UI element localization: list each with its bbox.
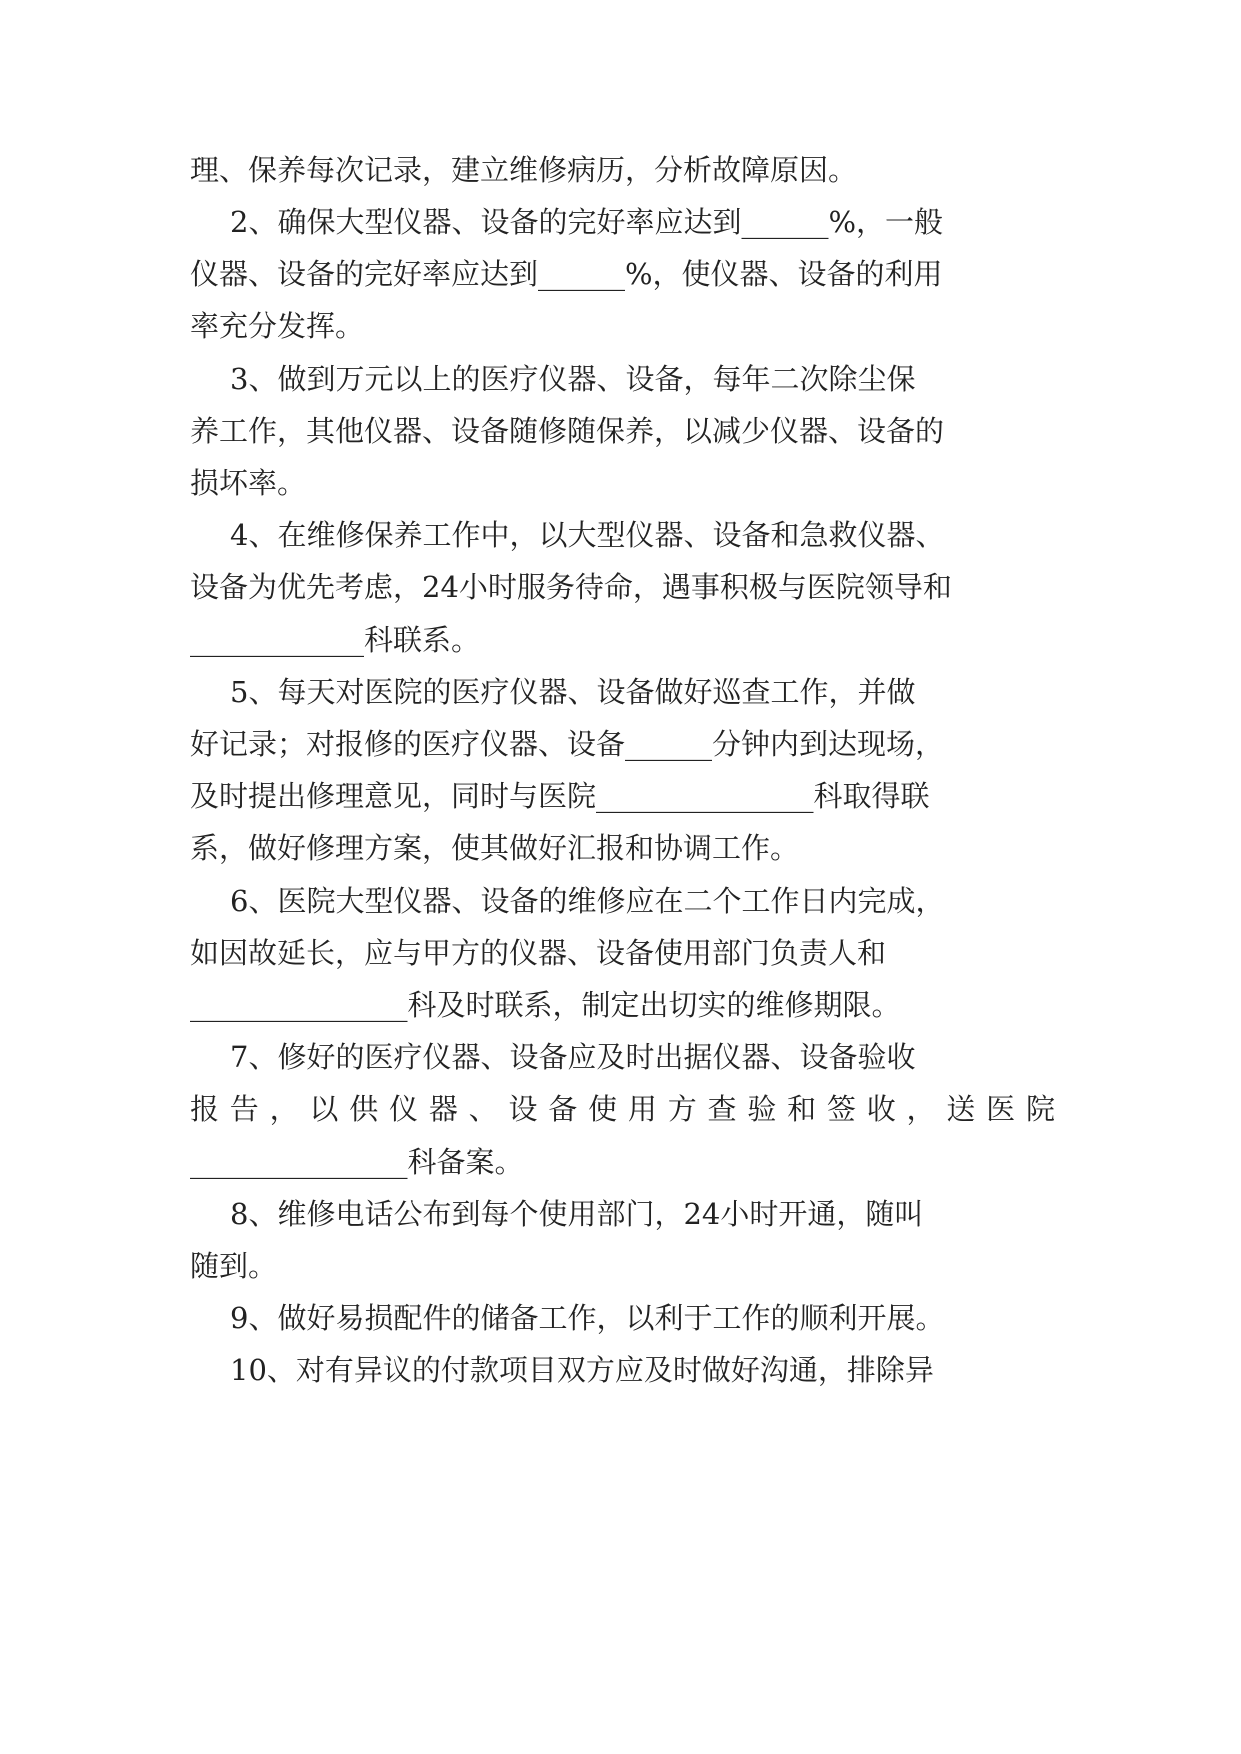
text-line: 报告，以供仪器、设备使用方查验和签收，送医院 (190, 1092, 1055, 1126)
text-line: 5、每天对医院的医疗仪器、设备做好巡查工作，并做 (230, 675, 916, 709)
text-line: 理、保养每次记录，建立维修病历，分析故障原因。 (190, 153, 858, 187)
text-line: 7、修好的医疗仪器、设备应及时出据仪器、设备验收 (230, 1040, 916, 1074)
text-line: 2、确保大型仪器、设备的完好率应达到______%，一般 (230, 205, 944, 239)
text-line: 系，做好修理方案，使其做好汇报和协调工作。 (190, 831, 800, 865)
text-line: 随到。 (190, 1249, 278, 1283)
text-line: _______________科备案。 (190, 1145, 524, 1179)
text-line: ____________科联系。 (190, 623, 481, 657)
text-line: _______________科及时联系，制定出切实的维修期限。 (190, 988, 901, 1022)
text-line: 损坏率。 (190, 466, 307, 500)
text-line: 仪器、设备的完好率应达到______%，使仪器、设备的利用 (190, 257, 943, 291)
text-line: 4、在维修保养工作中，以大型仪器、设备和急救仪器、 (230, 518, 945, 552)
text-line: 及时提出修理意见，同时与医院_______________科取得联 (190, 779, 930, 813)
text-line: 率充分发挥。 (190, 309, 365, 343)
text-line: 养工作，其他仪器、设备随修随保养，以减少仪器、设备的 (190, 414, 945, 448)
text-line: 8、维修电话公布到每个使用部门，24小时开通，随叫 (230, 1197, 924, 1231)
text-line: 3、做到万元以上的医疗仪器、设备，每年二次除尘保 (230, 362, 916, 396)
text-line: 6、医院大型仪器、设备的维修应在二个工作日内完成， (230, 884, 945, 918)
text-line: 9、做好易损配件的储备工作，以利于工作的顺利开展。 (230, 1301, 945, 1335)
text-line: 10、对有异议的付款项目双方应及时做好沟通，排除异 (230, 1353, 934, 1387)
text-line: 好记录；对报修的医疗仪器、设备______分钟内到达现场， (190, 727, 945, 761)
text-line: 设备为优先考虑，24小时服务待命，遇事积极与医院领导和 (190, 570, 952, 604)
text-line: 如因故延长，应与甲方的仪器、设备使用部门负责人和 (190, 936, 887, 970)
